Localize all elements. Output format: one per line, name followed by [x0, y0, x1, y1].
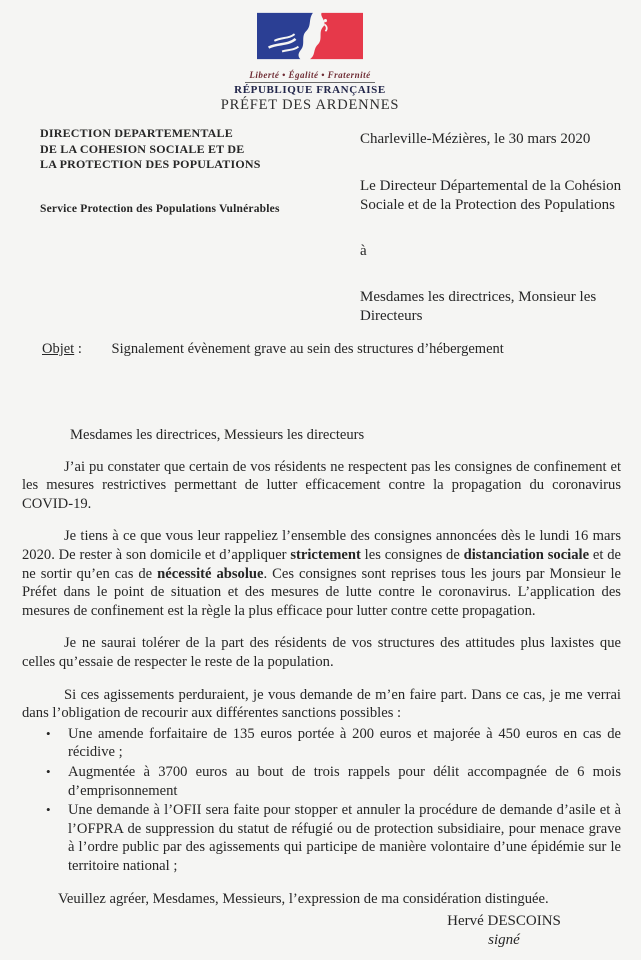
signatory-name: Hervé DESCOINS	[447, 913, 561, 929]
text-segment: strictement	[290, 546, 361, 563]
sender-line: DE LA COHESION SOCIALE ET DE	[40, 141, 245, 156]
sanction-item: • Une amende forfaitaire de 135 euros portée à 200 euros et majorée à 450 euros en cas de récidive ;	[68, 725, 621, 762]
closing-formula: Veuillez agréer, Mesdames, Messieurs, l’expression de ma considération distinguée.	[58, 891, 549, 908]
paragraph-3: Je ne saurai tolérer de la part des résidents de vos structures des attitudes plus laxistes que celles qu’essaie de respecter le reste de la population.	[22, 635, 621, 670]
republic-title: RÉPUBLIQUE FRANÇAISE	[234, 84, 386, 96]
paragraph-1: J’ai pu constater que certain de vos résidents ne respectent pas les consignes de confinement et les mesures restrictives permettant de lutter efficacement contre la propagation du coronavirus COVID-19.	[22, 458, 621, 512]
to-word: à	[360, 243, 367, 259]
place-and-date: Charleville-Mézières, le 30 mars 2020	[360, 131, 591, 147]
sanctions-list	[22, 725, 621, 876]
sanction-item: • Augmentée à 3700 euros au bout de trois rappels pour délit accompagnée de 6 mois d’emprisonnement	[68, 763, 621, 800]
paragraph-2	[22, 527, 621, 620]
letter-body	[22, 426, 621, 909]
sender-service: Service Protection des Populations Vulnérables	[40, 202, 280, 215]
from-title: Le Directeur Départemental de la Cohésion Sociale et de la Protection des Populations	[360, 178, 622, 213]
sanction-item: • Une demande à l’OFII sera faite pour stopper et annuler la procédure de demande d’asile et à l’OFPRA de suppression du statut de réfugié ou de protection subsidiaire, pour menace grave à l’ordre public par des agissements qui participe de manière volontaire d’une épidémie sur le territoire national ;	[68, 801, 621, 875]
text-segment: . Ces consignes sont reprises tous les jours par Monsieur le Préfet dans le point de situation et des mesures de lutte contre le coronavirus. L’application des mesures de confinement est la règle la plus efficace pour lutter contre cette propagation.	[22, 565, 621, 619]
subject-colon: :	[74, 341, 82, 357]
text-segment: Je tiens à ce que vous leur rappeliez l’ensemble des consignes annoncées dès le lundi 16 mars 2020. De rester à son domicile et d’appliquer	[22, 528, 621, 563]
text-segment: et de ne sortir qu’en cas de	[22, 546, 622, 582]
recipients: Mesdames les directrices, Monsieur les Directeurs	[360, 289, 597, 324]
salutation: Mesdames les directrices, Messieurs les directeurs	[70, 427, 365, 443]
sender-line: DIRECTION DEPARTEMENTALE	[40, 126, 233, 140]
text-segment: distanciation sociale	[463, 546, 590, 563]
recipient-block	[360, 130, 622, 326]
signed-note: signé	[488, 932, 520, 948]
sender-line: LA PROTECTION DES POPULATIONS	[40, 157, 261, 171]
subject-line	[42, 341, 602, 358]
french-republic-logo	[257, 12, 363, 60]
signature-block	[398, 912, 610, 950]
text-segment: les consignes de	[360, 546, 464, 563]
text-segment: nécessité absolue	[157, 565, 264, 582]
paragraph-4: Si ces agissements perduraient, je vous demande de m’en faire part. Dans ce cas, je me verrai dans l’obligation de recourir aux différentes sanctions possibles :	[22, 686, 621, 722]
subject-label: Objet	[42, 341, 75, 357]
subject-text: Signalement évènement grave au sein des structures d’hébergement	[111, 341, 504, 357]
sender-block	[40, 126, 340, 217]
motto: Liberté • Égalité • Fraternité	[245, 70, 374, 83]
marianne-logo-icon	[257, 12, 363, 60]
prefect-title: PRÉFET DES ARDENNES	[220, 97, 400, 113]
letterhead	[0, 12, 620, 114]
